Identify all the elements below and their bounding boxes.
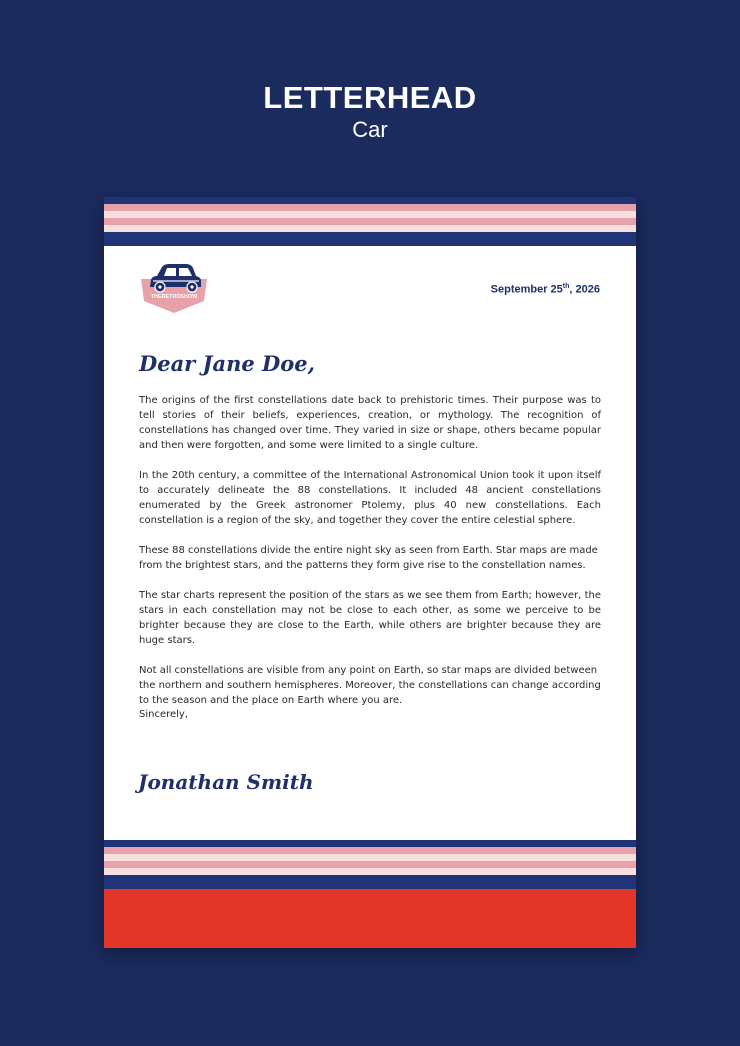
page-title: LETTERHEAD [263, 80, 477, 115]
letter-closing: Sincerely, [139, 709, 189, 720]
date-ordinal: th [562, 283, 570, 290]
stripe-pink [104, 218, 636, 225]
body-paragraph: The star charts represent the position of the stars as we see them from Earth; however, the stars in each constellation may not be close to each other, as some we perceive to be brighter because they are close to the Earth, while others are brighter because they are huge stars. [139, 590, 601, 646]
letterhead-sheet [104, 197, 636, 948]
stripe-light [104, 868, 636, 875]
body-paragraph: The origins of the first constellations date back to prehistoric times. Their purpose was to tell stories of their beliefs, experiences, creation, or mythology. The recognition of constellations has changed over time. They varied in size or shape, others became popular and then were forgotten, and some were limited to a single culture. [139, 395, 601, 451]
stripe-light [104, 854, 636, 861]
page-subtitle: Car [352, 117, 388, 142]
bottom-stripe-band [104, 840, 636, 889]
logo-text: THERETROSHOW [150, 294, 198, 300]
letter-date [434, 283, 600, 296]
letter-greeting: Dear Jane Doe, [139, 351, 315, 376]
body-paragraph: These 88 constellations divide the entire night sky as seen from Earth. Star maps are made from the brightest stars, and the patterns they form give rise to the constellation names. [139, 545, 598, 571]
date-year: , 2026 [569, 283, 600, 296]
stripe-light [104, 225, 636, 232]
letter-signature: Jonathan Smith [138, 770, 314, 794]
stripe-navy [104, 232, 636, 246]
body-paragraph: Not all constellations are visible from any point on Earth, so star maps are divided between the northern and southern hemispheres. Moreover, the constellations can change according to the season and the place on Earth where you are. [139, 665, 601, 706]
stripe-pink [104, 847, 636, 854]
stripe-navy [104, 197, 636, 204]
stripe-pink [104, 861, 636, 868]
stripe-navy [104, 840, 636, 847]
stripe-navy [104, 875, 636, 889]
letter-body [139, 393, 601, 723]
stripe-light [104, 211, 636, 218]
stripe-pink [104, 204, 636, 211]
car-logo [138, 261, 210, 315]
date-text: September 25 [490, 283, 563, 296]
car-icon [138, 261, 210, 315]
body-paragraph: In the 20th century, a committee of the International Astronomical Union took it upon itself to accurately delineate the 88 constellations. It included 48 ancient constellations enumerated by the Greek astronomer Ptolemy, plus 40 new constellations. Each constellation is a region of the sky, and together they cover the entire celestial sphere. [139, 470, 601, 526]
footer-red-block [104, 889, 636, 948]
top-stripe-band [104, 197, 636, 246]
